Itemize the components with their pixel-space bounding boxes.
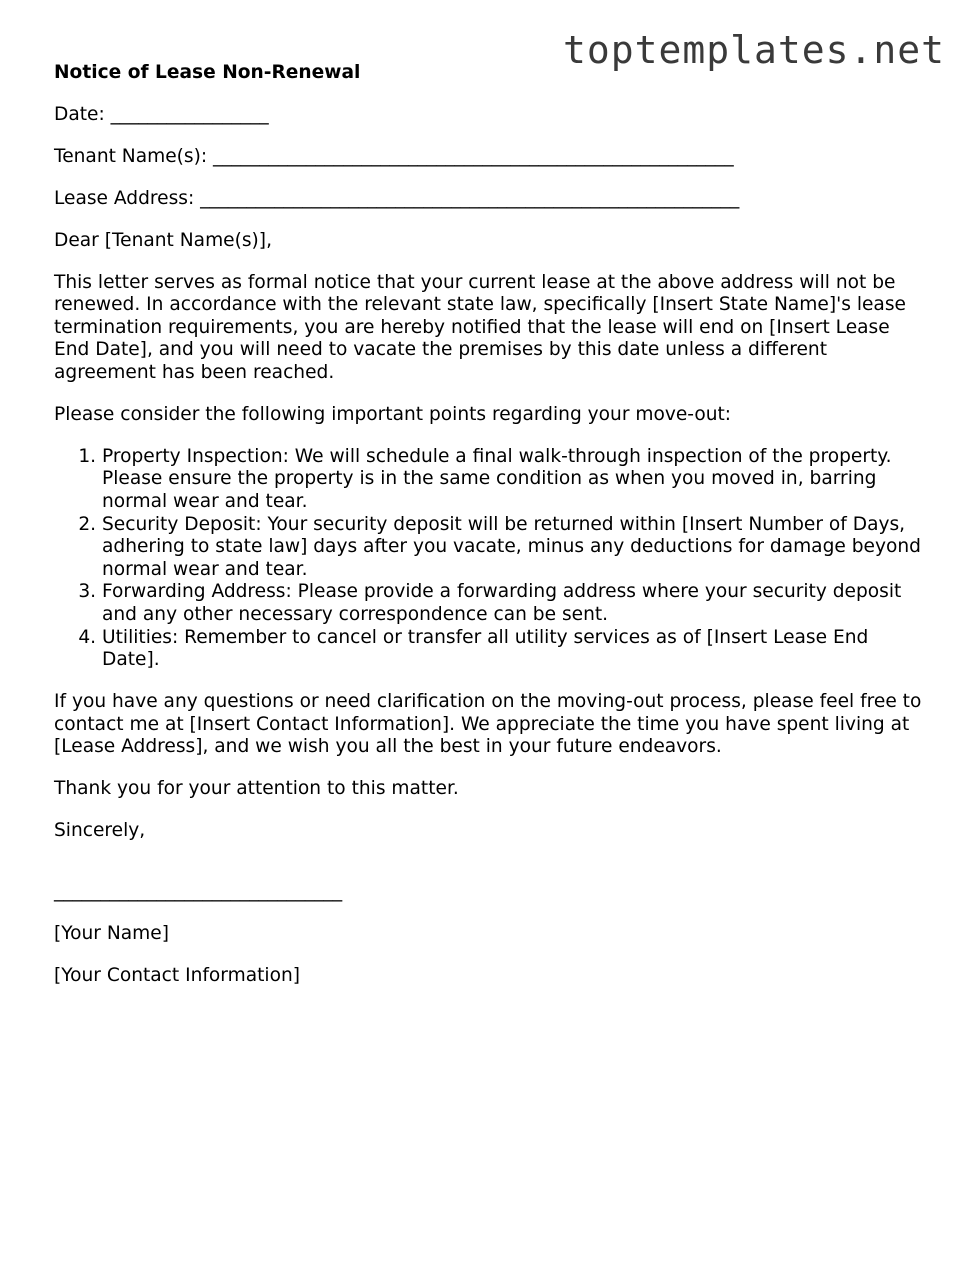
sign-off: Sincerely, xyxy=(54,820,146,842)
letter-document xyxy=(54,62,926,1007)
lease-address-field: Lease Address: __________________________________________________________ xyxy=(54,187,740,209)
points-intro: Please consider the following important points regarding your move-out: xyxy=(54,403,732,425)
your-name: [Your Name] xyxy=(54,922,169,944)
move-out-points-list xyxy=(54,446,926,672)
closing-paragraph: If you have any questions or need clarification on the moving-out process, please feel free to contact me at [Insert Contact Information]. We appreciate the time you have spent living at [Lease Address], and we wish you all the best in your future endeavors. xyxy=(54,691,922,758)
thanks-line: Thank you for your attention to this matter. xyxy=(54,778,459,800)
your-contact-information: [Your Contact Information] xyxy=(54,964,300,986)
watermark: toptemplates.net xyxy=(562,28,945,72)
salutation: Dear [Tenant Name(s)], xyxy=(54,229,272,251)
list-item-security-deposit: 2. Security Deposit: Your security deposit will be returned within [Insert Number of Days, adhering to state law] days after you vacate, minus any deductions for damage beyond normal wear and tear. xyxy=(102,514,926,582)
tenant-names-field: Tenant Name(s): ________________________________________________________ xyxy=(54,145,734,167)
intro-paragraph: This letter serves as formal notice that your current lease at the above address will not be renewed. In accordance with the relevant state law, specifically [Insert State Name]'s lease termination requirements, you are hereby notified that the lease will end on [Insert Lease End Date], and you will need to vacate the premises by this date unless a different agreement has been reached. xyxy=(54,271,906,383)
date-field: Date: _________________ xyxy=(54,103,269,125)
list-item-forwarding-address: 3. Forwarding Address: Please provide a forwarding address where your security deposit and any other necessary correspondence can be sent. xyxy=(102,581,926,626)
signature-line: _______________________________ xyxy=(54,880,343,902)
list-item-property-inspection: 1. Property Inspection: We will schedule a final walk-through inspection of the property. Please ensure the property is in the same condition as when you moved in, barring normal wear and tear. xyxy=(102,446,926,514)
document-title: Notice of Lease Non-Renewal xyxy=(54,62,361,83)
list-item-utilities: 4. Utilities: Remember to cancel or transfer all utility services as of [Insert Lease End Date]. xyxy=(102,627,926,672)
